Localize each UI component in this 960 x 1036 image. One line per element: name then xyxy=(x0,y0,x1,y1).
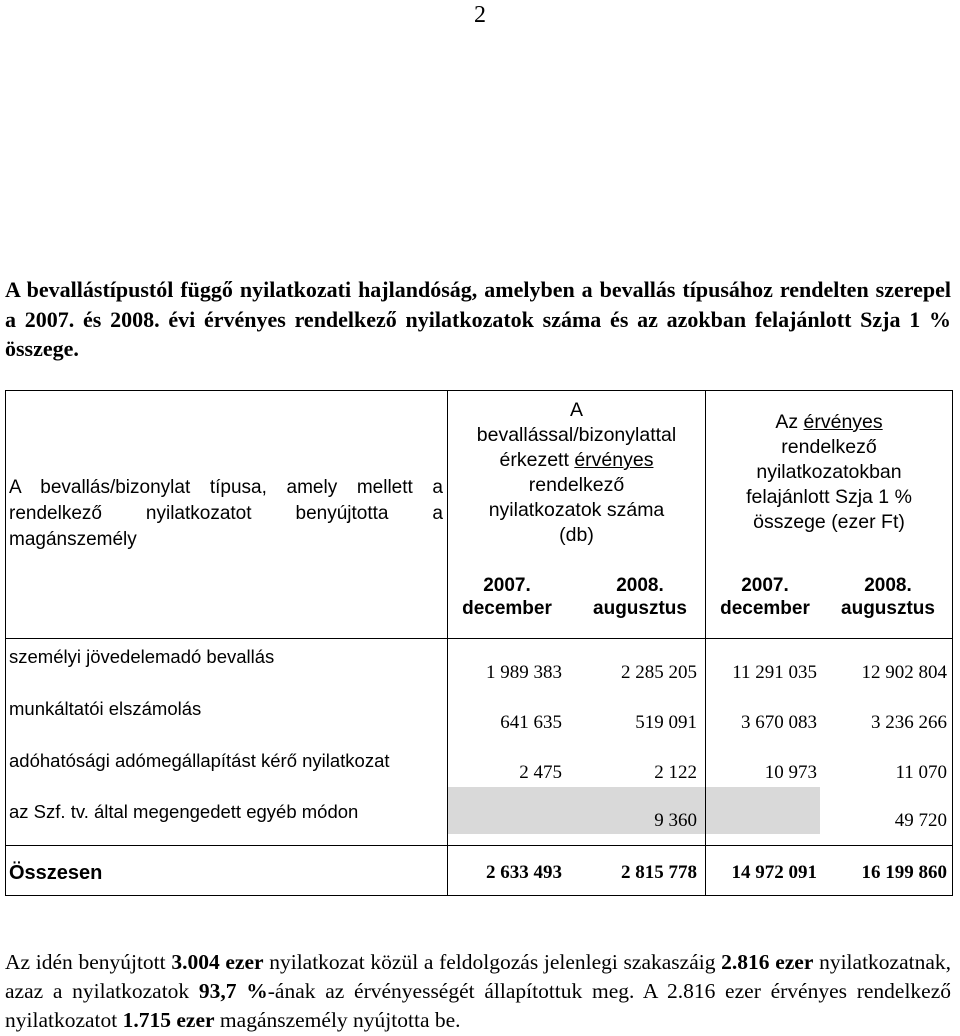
cell-value: 641 635 xyxy=(500,712,562,733)
total-value: 14 972 091 xyxy=(731,862,817,883)
year-header-2007-count xyxy=(448,574,566,620)
summary-text xyxy=(5,948,951,1035)
header-count-line: érkezett xyxy=(499,449,575,471)
header-amount-line: Az xyxy=(775,411,804,433)
header-amount-group xyxy=(706,410,952,535)
summary-paragraph xyxy=(5,948,951,1035)
header-type-label xyxy=(5,390,447,638)
header-amount-line: összege (ezer Ft) xyxy=(753,511,905,533)
header-count-unit: (db) xyxy=(559,524,594,546)
summary-segment: -ának az érvényességét állapítottuk meg. A 2.816 ezer érvényes rendelkező nyilatkozatot xyxy=(5,979,951,1032)
cell-value: 11 070 xyxy=(895,762,947,783)
cell-value: 1 989 383 xyxy=(486,662,562,683)
header-count-valid: érvényes xyxy=(574,449,654,471)
table-border-bottom xyxy=(5,895,953,896)
intro-heading xyxy=(5,275,951,364)
cell-value: 11 291 035 xyxy=(732,662,817,683)
page-number: 2 xyxy=(474,2,486,28)
summary-highlight: 2.816 ezer xyxy=(721,950,814,974)
intro-text: A bevallástípustól függő nyilatkozati hajlandóság, amelyben a bevallás típusához rendelten szerepel a 2007. és 2008. évi érvényes rendelkező nyilatkozatok száma és az azokban felajánlott Szja 1 % összege. xyxy=(5,277,951,361)
data-table xyxy=(5,390,953,896)
cell-value: 2 122 xyxy=(654,762,697,783)
header-amount-line: nyilatkozatokban xyxy=(756,461,902,483)
total-value: 2 633 493 xyxy=(486,862,562,883)
year-header-2007-amount xyxy=(706,574,824,620)
header-type-text: A bevallás/bizonylat típusa, amely mellett a rendelkező nyilatkozatot benyújtotta a magánszemély xyxy=(9,477,443,550)
month-label: augusztus xyxy=(841,598,935,619)
cell-value: 10 973 xyxy=(764,762,817,783)
header-count-line: rendelkező xyxy=(528,474,625,496)
cell-value: 3 670 083 xyxy=(741,712,817,733)
header-amount-valid: érvényes xyxy=(803,411,883,433)
total-value: 16 199 860 xyxy=(861,862,947,883)
cell-value: 49 720 xyxy=(894,810,947,831)
cell-value: 3 236 266 xyxy=(871,712,947,733)
summary-highlight: 1.715 ezer xyxy=(122,1008,215,1032)
summary-segment: Az idén benyújtott xyxy=(5,950,172,974)
shaded-cell xyxy=(706,787,820,834)
year-header-2008-count xyxy=(575,574,705,620)
year-label: 2007. xyxy=(741,575,789,596)
cell-value: 2 285 205 xyxy=(621,662,697,683)
summary-segment: nyilatkozat közül a feldolgozás jelenlegi szakaszáig xyxy=(263,950,722,974)
header-amount-line: rendelkező xyxy=(781,436,877,458)
summary-segment: magánszemély nyújtotta be. xyxy=(214,1008,461,1032)
header-bottom-line xyxy=(5,638,953,639)
summary-highlight: 93,7 % xyxy=(198,979,268,1003)
row-label-szja: személyi jövedelemadó bevallás xyxy=(9,646,275,667)
header-count-line: bevallással/bizonylattal xyxy=(476,424,677,446)
total-value: 2 815 778 xyxy=(621,862,697,883)
year-label: 2008. xyxy=(864,575,912,596)
header-amount-line: felajánlott Szja 1 % xyxy=(746,486,912,508)
cell-value: 2 475 xyxy=(519,762,562,783)
year-label: 2008. xyxy=(616,575,664,596)
cell-value: 519 091 xyxy=(635,712,697,733)
row-label-adohatosagi: adóhatósági adómegállapítást kérő nyilatkozat xyxy=(9,750,390,771)
month-label: augusztus xyxy=(593,598,687,619)
total-top-line xyxy=(5,845,953,846)
summary-highlight: 3.004 ezer xyxy=(171,950,264,974)
total-label: Összesen xyxy=(9,862,103,884)
row-label-egyeb: az Szf. tv. által megengedett egyéb módon xyxy=(9,801,359,822)
header-count-line: nyilatkozatok száma xyxy=(488,499,665,521)
cell-value: 12 902 804 xyxy=(861,662,947,683)
header-count-line: A xyxy=(569,399,583,421)
header-count-group xyxy=(448,398,705,548)
year-label: 2007. xyxy=(483,575,531,596)
summary-segment: nyilatkozatnak, azaz a nyilatkozatok xyxy=(5,950,952,1003)
year-header-2008-amount xyxy=(824,574,952,620)
month-label: december xyxy=(462,598,552,619)
table-border-right xyxy=(952,390,953,896)
cell-value: 9 360 xyxy=(654,810,697,831)
row-label-munkaltatoi: munkáltatói elszámolás xyxy=(9,698,202,719)
month-label: december xyxy=(720,598,810,619)
